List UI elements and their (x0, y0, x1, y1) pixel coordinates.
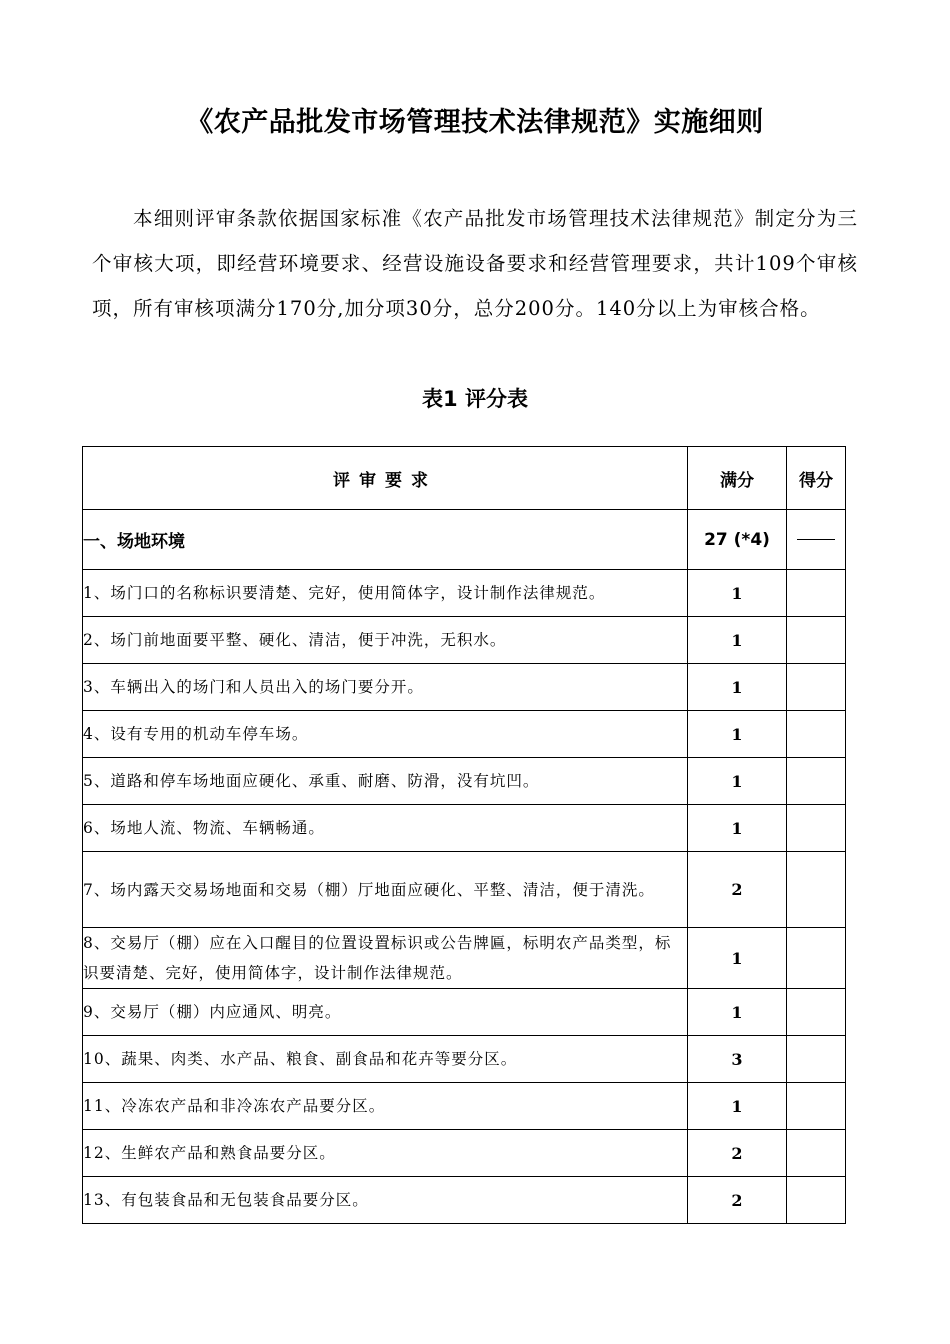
item-obtained (787, 989, 846, 1036)
section-row (83, 510, 846, 570)
item-text: 7、场内露天交易场地面和交易（棚）厅地面应硬化、平整、清洁，便于清洗。 (83, 852, 688, 928)
item-text: 10、蔬果、肉类、水产品、粮食、副食品和花卉等要分区。 (83, 1036, 688, 1083)
item-text: 12、生鲜农产品和熟食品要分区。 (83, 1130, 688, 1177)
table-row (83, 617, 846, 664)
item-score: 1 (688, 805, 787, 852)
table-row (83, 758, 846, 805)
table-row (83, 852, 846, 928)
item-obtained (787, 805, 846, 852)
item-obtained (787, 852, 846, 928)
item-text: 13、有包装食品和无包装食品要分区。 (83, 1177, 688, 1224)
item-score: 2 (688, 852, 787, 928)
item-obtained (787, 1036, 846, 1083)
intro-paragraph: 本细则评审条款依据国家标准《农产品批发市场管理技术法律规范》制定分为三个审核大项，即经营环境要求、经营设施设备要求和经营管理要求，共计109个审核项，所有审核项满分170分,加分项30分，总分200分。140分以上为审核合格。 (92, 207, 858, 320)
table-row (83, 711, 846, 758)
section-label: 一、场地环境 (83, 510, 688, 570)
item-text: 9、交易厅（棚）内应通风、明亮。 (83, 989, 688, 1036)
item-obtained (787, 664, 846, 711)
item-text: 8、交易厅（棚）应在入口醒目的位置设置标识或公告牌匾，标明农产品类型，标识要清楚、完好，使用简体字，设计制作法律规范。 (83, 928, 688, 989)
dash-mark (797, 539, 835, 540)
item-obtained (787, 1177, 846, 1224)
table-header-row (83, 447, 846, 510)
table-row (83, 1130, 846, 1177)
item-text: 3、车辆出入的场门和人员出入的场门要分开。 (83, 664, 688, 711)
item-score: 1 (688, 928, 787, 989)
table-row (83, 1083, 846, 1130)
item-score: 1 (688, 617, 787, 664)
item-obtained (787, 1083, 846, 1130)
item-text: 4、设有专用的机动车停车场。 (83, 711, 688, 758)
table-row (83, 570, 846, 617)
item-obtained (787, 711, 846, 758)
item-obtained (787, 758, 846, 805)
item-score: 2 (688, 1177, 787, 1224)
item-obtained (787, 617, 846, 664)
item-obtained (787, 570, 846, 617)
item-obtained (787, 928, 846, 989)
table-row (83, 664, 846, 711)
document-title: 《农产品批发市场管理技术法律规范》实施细则 (186, 107, 764, 138)
header-full-score: 满分 (688, 447, 787, 510)
item-text: 1、场门口的名称标识要清楚、完好，使用简体字，设计制作法律规范。 (83, 570, 688, 617)
table-row (83, 805, 846, 852)
item-obtained (787, 1130, 846, 1177)
item-text: 6、场地人流、物流、车辆畅通。 (83, 805, 688, 852)
header-obtained-score: 得分 (787, 447, 846, 510)
item-text: 11、冷冻农产品和非冷冻农产品要分区。 (83, 1083, 688, 1130)
item-score: 1 (688, 1083, 787, 1130)
table-row (83, 1036, 846, 1083)
item-score: 1 (688, 989, 787, 1036)
section-obtained (787, 510, 846, 570)
item-score: 2 (688, 1130, 787, 1177)
item-score: 3 (688, 1036, 787, 1083)
table-row (83, 1177, 846, 1224)
item-score: 1 (688, 664, 787, 711)
section-score: 27 (*4) (688, 510, 787, 570)
item-text: 5、道路和停车场地面应硬化、承重、耐磨、防滑，没有坑凹。 (83, 758, 688, 805)
score-table (82, 446, 846, 1224)
table-caption: 表1 评分表 (422, 387, 528, 411)
item-text: 2、场门前地面要平整、硬化、清洁，便于冲洗，无积水。 (83, 617, 688, 664)
table-row (83, 928, 846, 989)
item-score: 1 (688, 711, 787, 758)
item-score: 1 (688, 570, 787, 617)
header-requirement: 评审要求 (83, 447, 688, 510)
table-row (83, 989, 846, 1036)
item-score: 1 (688, 758, 787, 805)
